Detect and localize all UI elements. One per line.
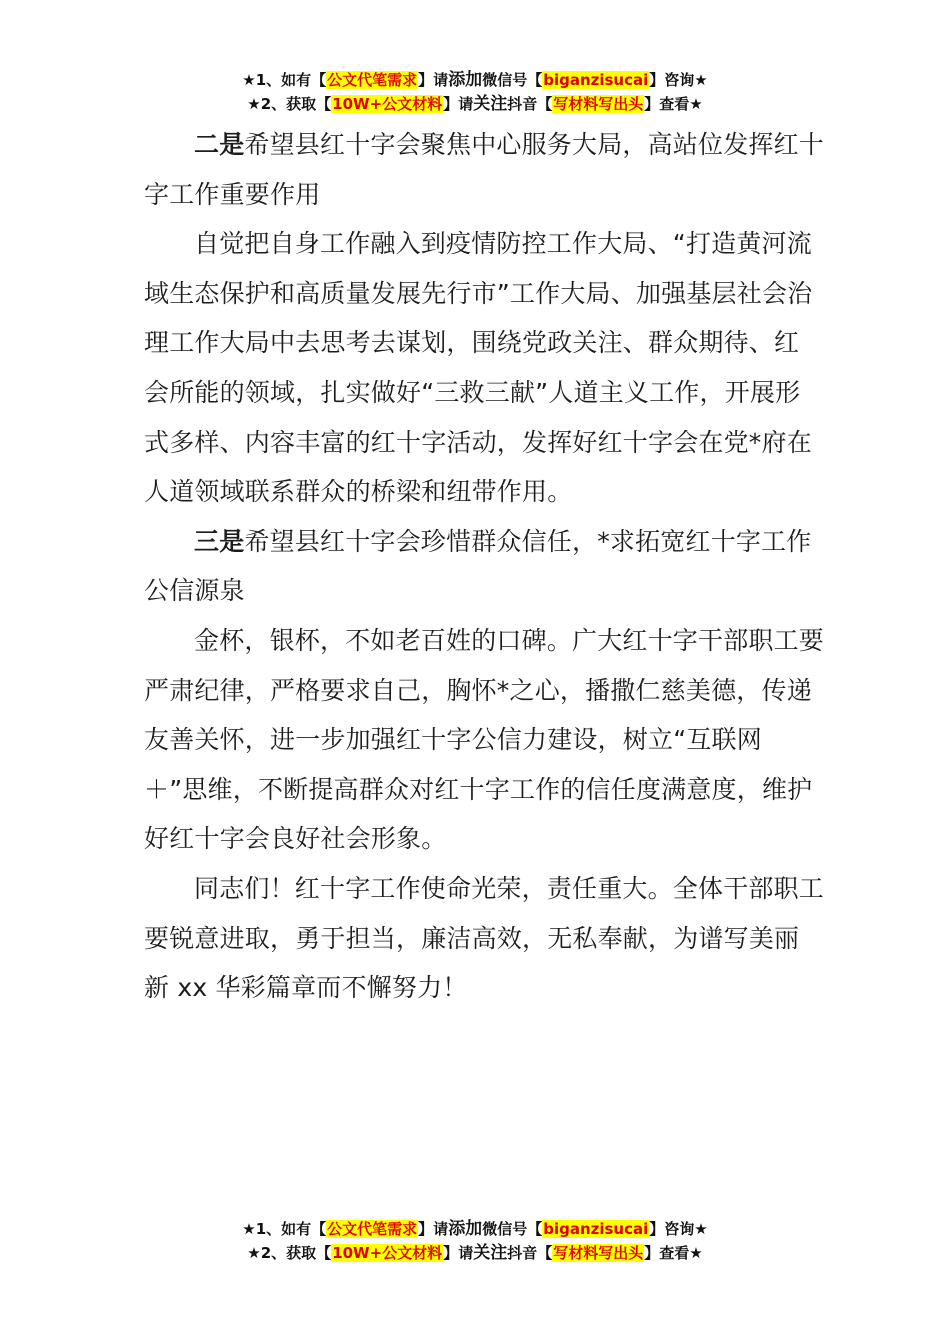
banner-highlight: 写材料写出头 bbox=[553, 1244, 644, 1262]
banner-emphasis: 关注 bbox=[473, 94, 508, 114]
section-title: 希望县红十字会聚焦中心服务大局，高站位发挥红十字工作重要作用 bbox=[144, 130, 825, 209]
banner-text: 】请 bbox=[418, 71, 449, 89]
banner-text: 微信号【 bbox=[482, 71, 543, 89]
section-title: 希望县红十字会珍惜群众信任，*求拓宽红十字工作公信源泉 bbox=[144, 526, 812, 606]
banner-text: 微信号【 bbox=[482, 1220, 543, 1238]
banner-text: 抖音【 bbox=[507, 95, 553, 113]
section-heading bbox=[144, 120, 824, 219]
banner-highlight: 公文代笔需求 bbox=[327, 71, 418, 89]
banner-text: ★1、如有【 bbox=[242, 1220, 327, 1238]
banner-highlight: 写材料写出头 bbox=[553, 95, 644, 113]
banner-text: 】咨询★ bbox=[649, 71, 708, 89]
banner-line-2 bbox=[0, 1241, 950, 1265]
section-heading bbox=[144, 517, 824, 616]
banner-highlight: 公文代笔需求 bbox=[327, 1220, 418, 1238]
banner-highlight: biganzisucai bbox=[543, 1220, 649, 1238]
banner-line-1 bbox=[0, 68, 950, 92]
paragraph: 自觉把自身工作融入到疫情防控工作大局、“打造黄河流域生态保护和高质量发展先行市”工作大局、加强基层社会治理工作大局中去思考去谋划，围绕党政关注、群众期待、红会所能的领域，扎实做好“三救三献”人道主义工作，开展形式多样、内容丰富的红十字活动，发挥好红十字会在党*府在人道领域联系群众的桥梁和纽带作用。 bbox=[144, 229, 813, 507]
banner-text: ★2、获取【 bbox=[247, 1244, 332, 1262]
banner-text: 抖音【 bbox=[507, 1244, 553, 1262]
document-body bbox=[144, 120, 824, 1013]
banner-text: 】请 bbox=[443, 95, 474, 113]
banner-text: 】请 bbox=[443, 1244, 474, 1262]
banner-text: 】查看★ bbox=[644, 95, 703, 113]
paragraph: 金杯，银杯，不如老百姓的口碑。广大红十字干部职工要严肃纪律，严格要求自己，胸怀*之心，播撒仁慈美德，传递友善关怀，进一步加强红十字公信力建设，树立“互联网＋”思维，不断提高群众对红十字工作的信任度满意度，维护好红十字会良好社会形象。 bbox=[144, 625, 825, 854]
banner-line-2 bbox=[0, 92, 950, 116]
header-banner bbox=[0, 68, 950, 116]
banner-text: 】查看★ bbox=[644, 1244, 703, 1262]
banner-line-1 bbox=[0, 1217, 950, 1241]
closing-paragraph: 同志们！红十字工作使命光荣，责任重大。全体干部职工要锐意进取，勇于担当，廉洁高效，无私奉献，为谱写美丽新 xx 华彩篇章而不懈努力！ bbox=[144, 873, 825, 1003]
banner-text: ★1、如有【 bbox=[242, 71, 327, 89]
banner-emphasis: 添加 bbox=[448, 70, 483, 90]
banner-text: ★2、获取【 bbox=[247, 95, 332, 113]
footer-banner bbox=[0, 1217, 950, 1265]
banner-highlight: 10W+公文材料 bbox=[332, 1244, 443, 1262]
section-lead: 三是 bbox=[194, 526, 245, 556]
banner-text: 】请 bbox=[418, 1220, 449, 1238]
section-lead: 二是 bbox=[194, 130, 245, 159]
banner-emphasis: 添加 bbox=[448, 1219, 483, 1239]
banner-highlight: biganzisucai bbox=[543, 71, 649, 89]
banner-emphasis: 关注 bbox=[473, 1243, 508, 1263]
banner-text: 】咨询★ bbox=[649, 1220, 708, 1238]
banner-highlight: 10W+公文材料 bbox=[332, 95, 443, 113]
